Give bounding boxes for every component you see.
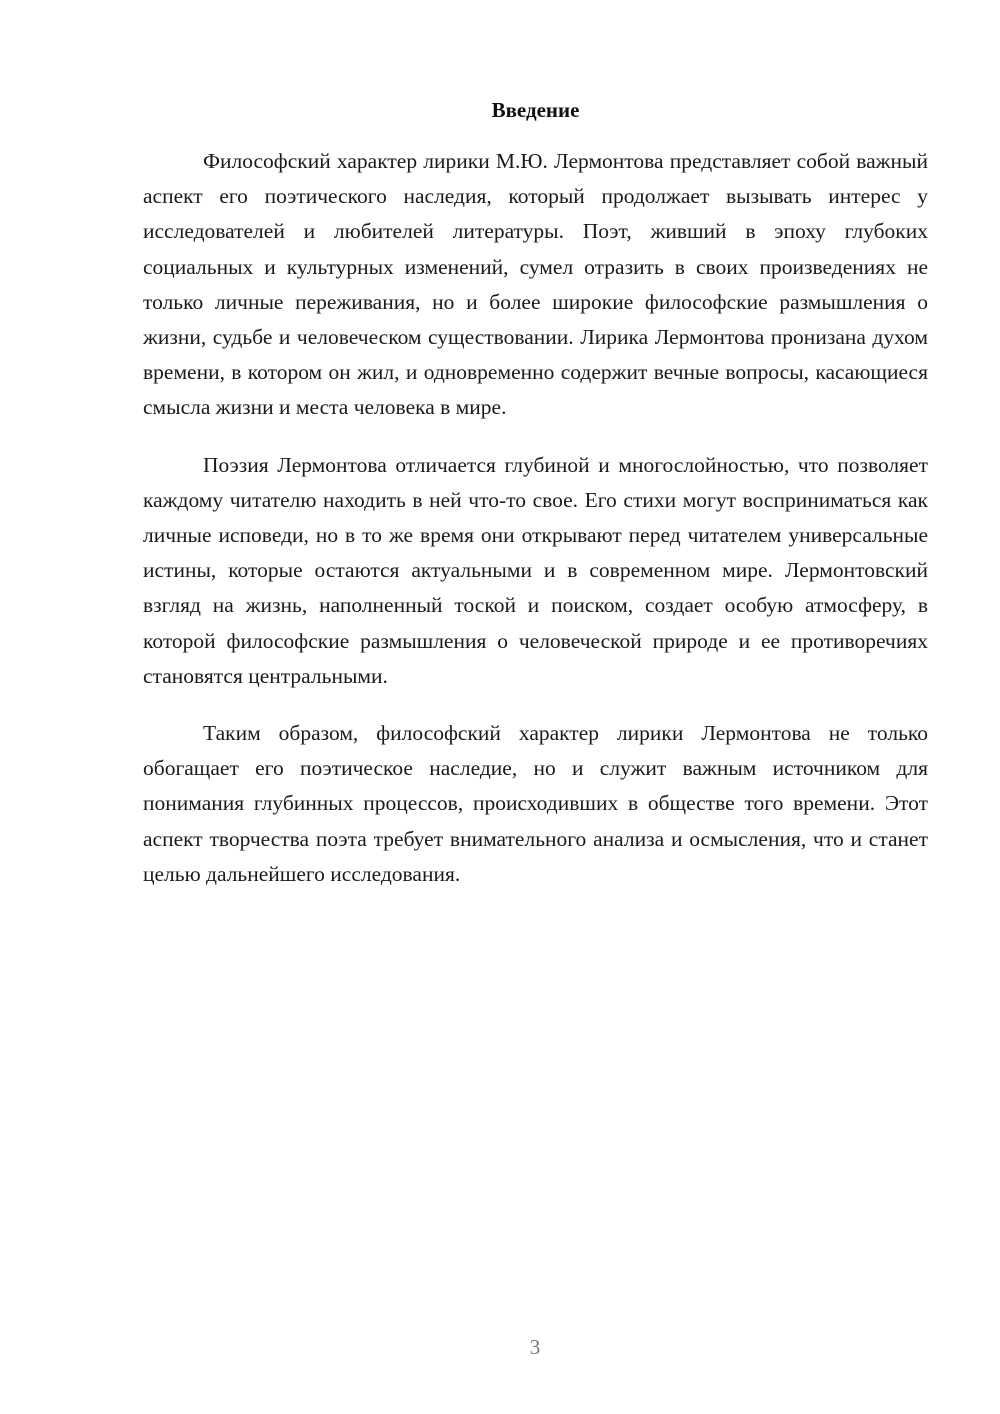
page-number: 3 (529, 1335, 541, 1359)
paragraph-2: Поэзия Лермонтова отличается глубиной и многослойностью, что позволяет каждому читателю находить в ней что-то свое. Его стихи могут восприниматься как личные исповеди, но в то же время они открывают перед читателем универсальные истины, которые остаются актуальными и в современном мире. Лермонтовский взгляд на жизнь, наполненный тоской и поиском, создает особую атмосферу, в которой философские размышления о человеческой природе и ее противоречиях становятся центральными. (143, 452, 928, 688)
paragraph-3: Таким образом, философский характер лирики Лермонтова не только обогащает его поэтическое наследие, но и служит важным источником для понимания глубинных процессов, происходивших в обществе того времени. Этот аспект творчества поэта требует внимательного анализа и осмысления, что и станет целью дальнейшего исследования. (143, 721, 928, 886)
paragraph-1: Философский характер лирики М.Ю. Лермонтова представляет собой важный аспект его поэтического наследия, который продолжает вызывать интерес у исследователей и любителей литературы. Поэт, живший в эпоху глубоких социальных и культурных изменений, сумел отразить в своих произведениях не только личные переживания, но и более широкие философские размышления о жизни, судьбе и человеческом существовании. Лирика Лермонтова пронизана духом времени, в котором он жил, и одновременно содержит вечные вопросы, касающиеся смысла жизни и места человека в мире. (143, 149, 928, 420)
page-content (143, 96, 928, 892)
section-title: Введение (491, 98, 580, 122)
